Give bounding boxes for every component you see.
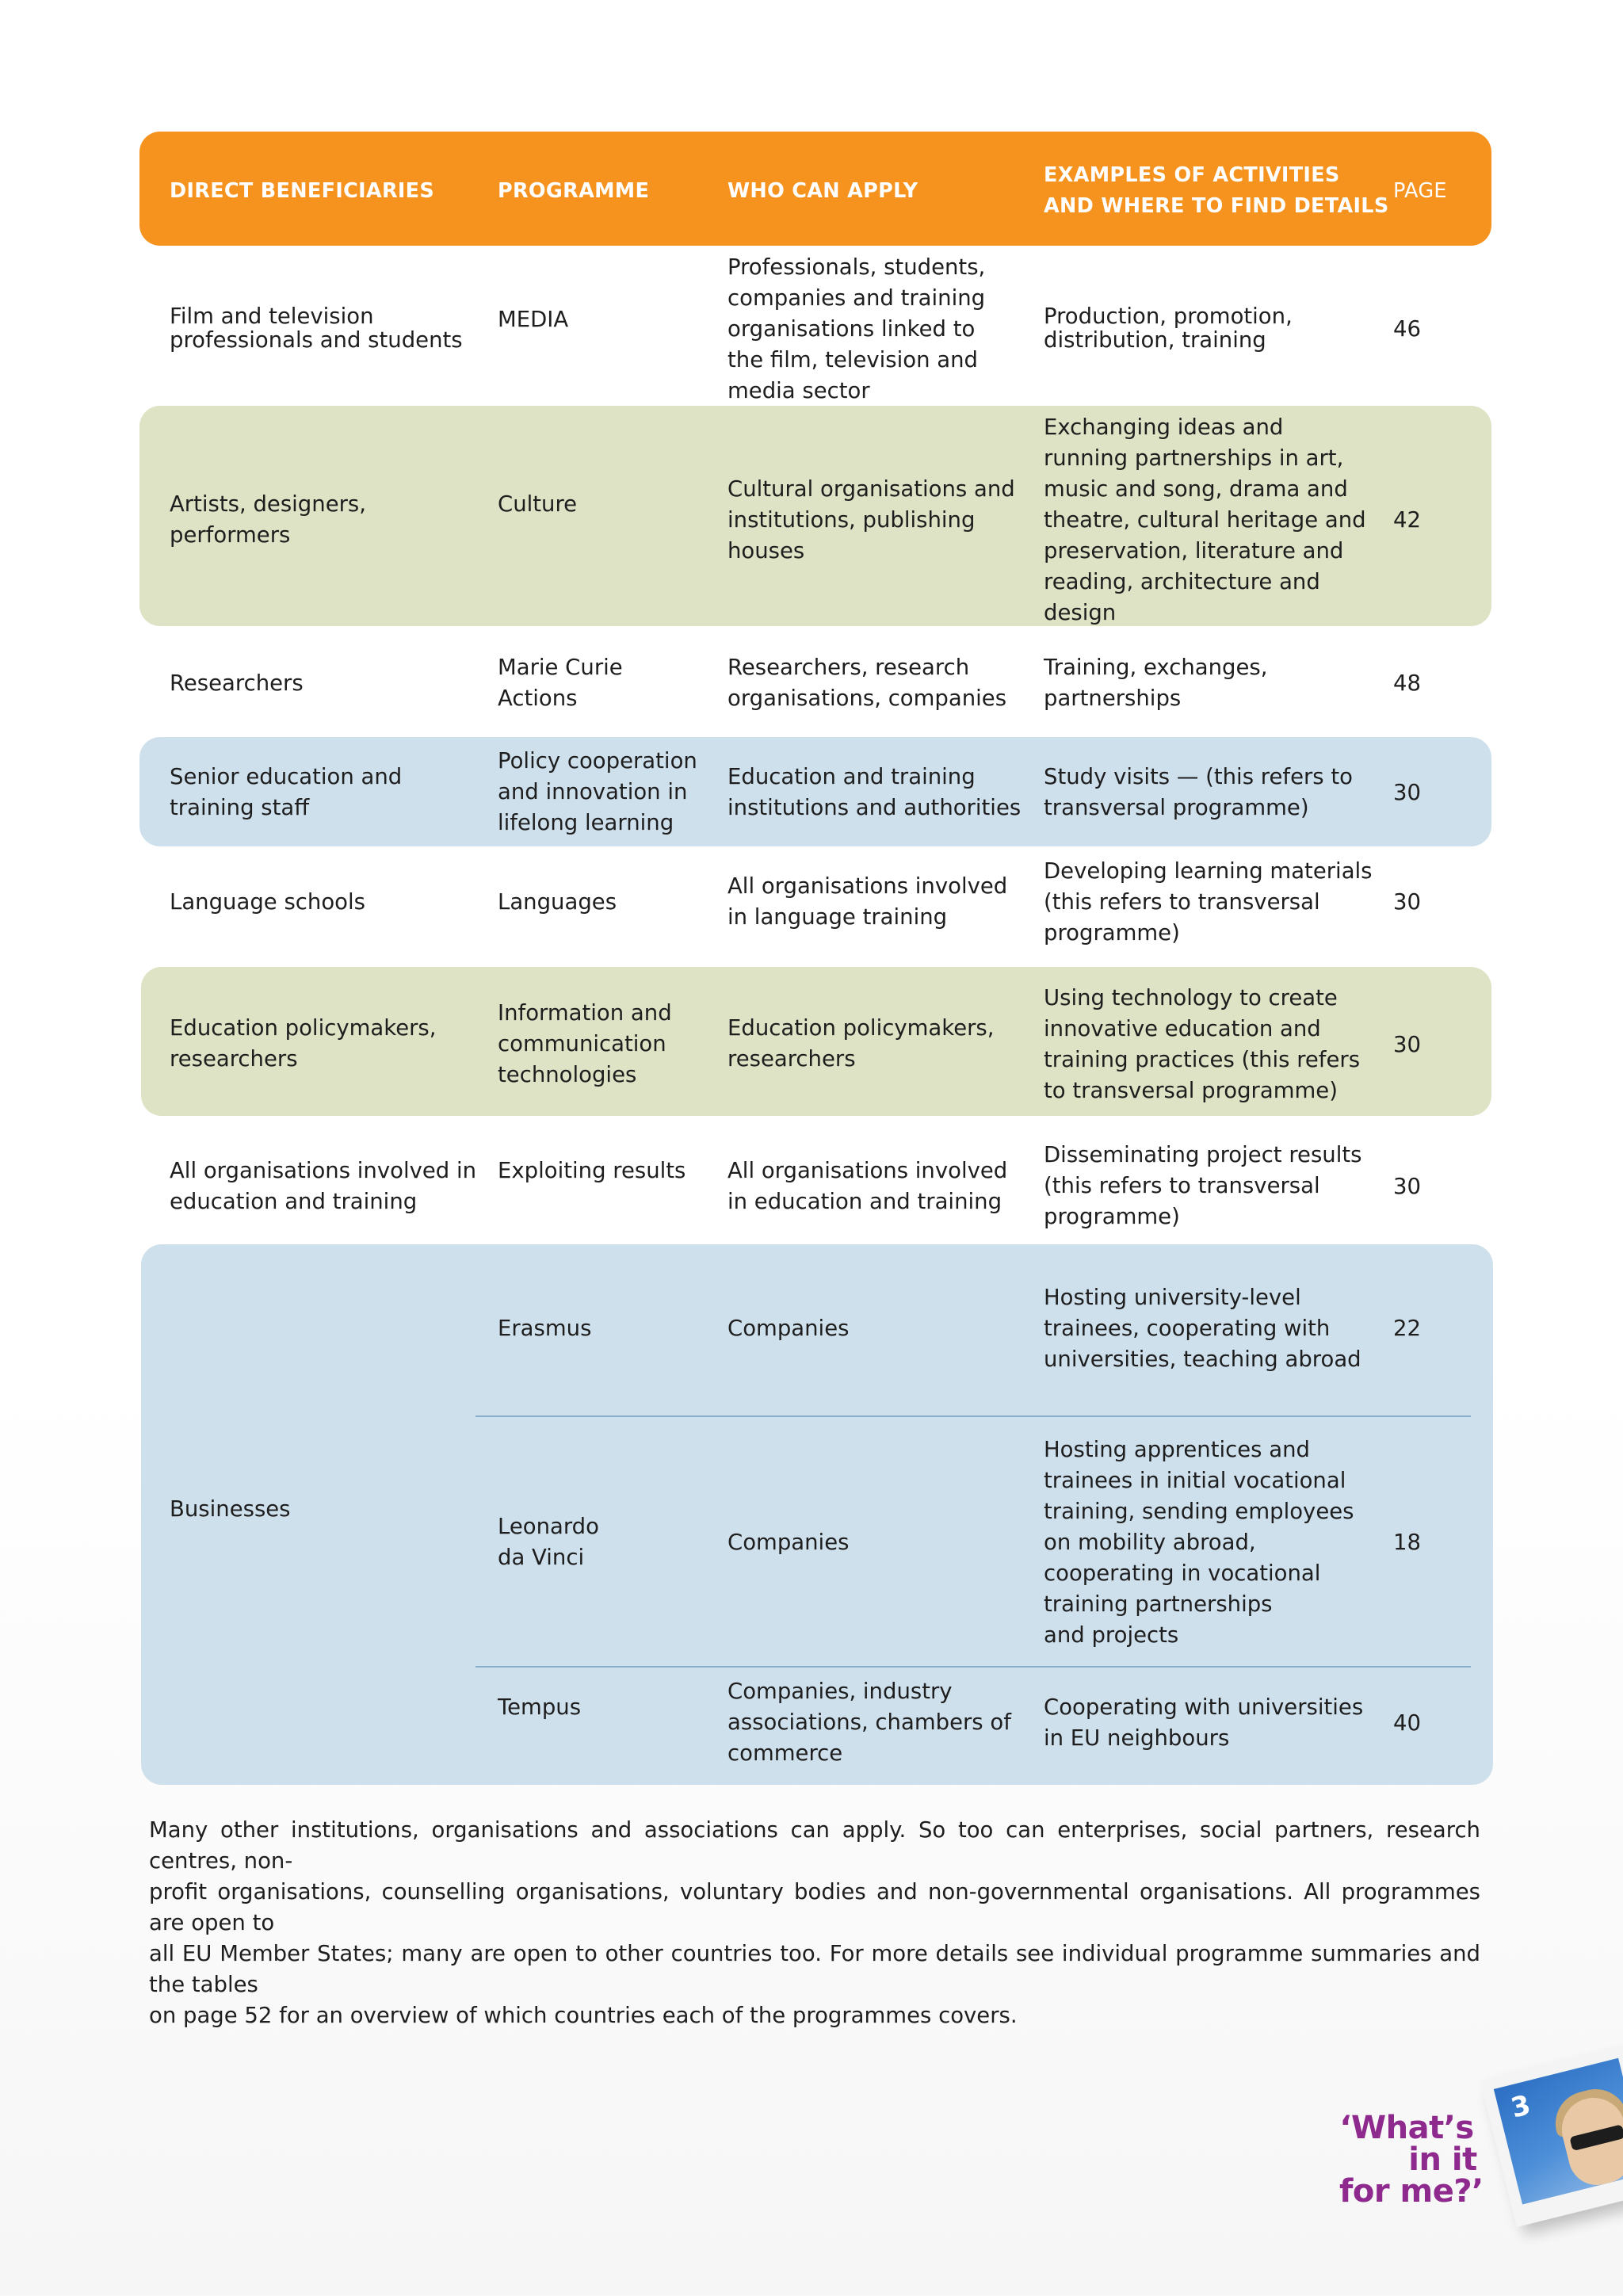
table-cell: Companies, industry associations, chambers of commerce bbox=[727, 1679, 1011, 1766]
table-cell: Using technology to create innovative education and training practices (this refers to transversal programme) bbox=[1044, 985, 1361, 1103]
table-cell-page: 22 bbox=[1393, 1316, 1421, 1341]
table-cell-page: 30 bbox=[1393, 1174, 1421, 1199]
table-cell: Disseminating project results (this refers to transversal programme) bbox=[1044, 1142, 1362, 1229]
footnote-line: Many other institutions, organisations and associations can apply. So too can enterprises, social partners, research centres, non- bbox=[149, 1817, 1480, 1874]
table-cell: Information and communication technologies bbox=[498, 1000, 672, 1087]
table-cell: Businesses bbox=[170, 1496, 291, 1522]
table-cell: Hosting university-level trainees, cooperating with universities, teaching abroad bbox=[1044, 1285, 1361, 1372]
logo-line: for me?’ bbox=[1339, 2173, 1484, 2210]
table-cell-page: 30 bbox=[1393, 1032, 1421, 1057]
table-cell: Artists, designers, performers bbox=[170, 491, 366, 548]
table-cell: Researchers, research organisations, companies bbox=[727, 655, 1007, 711]
business-divider-2 bbox=[475, 1666, 1471, 1668]
table-cell: Cooperating with universities in EU neighbours bbox=[1044, 1694, 1364, 1751]
table-cell: Training, exchanges, partnerships bbox=[1044, 655, 1268, 711]
business-divider-1 bbox=[475, 1415, 1471, 1417]
header-direct-beneficiaries: DIRECT BENEFICIARIES bbox=[170, 179, 435, 203]
table-cell: Companies bbox=[727, 1530, 850, 1555]
table-cell-page: 48 bbox=[1393, 670, 1421, 696]
table-cell: All organisations involved in language training bbox=[727, 873, 1008, 930]
table-cell: Cultural organisations and institutions, publishing houses bbox=[727, 476, 1015, 563]
table-cell-page: 40 bbox=[1393, 1710, 1421, 1736]
footnote-line: profit organisations, counselling organisations, voluntary bodies and non-governmental organisations. All programmes are open to bbox=[149, 1879, 1480, 1935]
table-cell: Leonardo da Vinci bbox=[498, 1514, 599, 1570]
table-cell-page: 18 bbox=[1393, 1530, 1421, 1555]
header-page: PAGE bbox=[1393, 179, 1447, 203]
table-cell: Exploiting results bbox=[498, 1158, 686, 1183]
table-cell-page: 46 bbox=[1393, 316, 1421, 342]
table-cell: Researchers bbox=[170, 670, 304, 696]
logo-line: in it bbox=[1408, 2141, 1477, 2178]
table-cell: Erasmus bbox=[498, 1316, 592, 1341]
table-cell: All organisations involved in education and training bbox=[170, 1158, 477, 1214]
footnote-line: on page 52 for an overview of which countries each of the programmes covers. bbox=[149, 2003, 1018, 2028]
page-number: 3 bbox=[1507, 2089, 1534, 2125]
table-cell: Tempus bbox=[498, 1694, 582, 1720]
table-cell-page: 30 bbox=[1393, 780, 1421, 805]
table-cell: Hosting apprentices and trainees in initial vocational training, sending employees on mobility abroad, cooperating in vocational training partnerships and projects bbox=[1044, 1437, 1354, 1648]
table-cell: Education policymakers, researchers bbox=[727, 1015, 995, 1072]
table-cell-page: 42 bbox=[1393, 507, 1421, 533]
footnote-line: all EU Member States; many are open to other countries too. For more details see individual programme summaries and the tables bbox=[149, 1941, 1480, 1997]
table-cell: Production, promotion, distribution, training bbox=[1044, 304, 1293, 353]
footnote-paragraph bbox=[149, 1815, 1480, 2031]
table-cell: Film and television professionals and students bbox=[170, 304, 463, 353]
header-who-can-apply: WHO CAN APPLY bbox=[727, 179, 918, 203]
table-cell-page: 30 bbox=[1393, 889, 1421, 915]
logo-line: ‘What’s bbox=[1339, 2110, 1474, 2146]
table-cell: Education policymakers, researchers bbox=[170, 1015, 437, 1072]
table-cell: Companies bbox=[727, 1316, 850, 1341]
header-programme: PROGRAMME bbox=[498, 179, 650, 203]
table-cell: Developing learning materials (this refers to transversal programme) bbox=[1044, 858, 1373, 946]
table-cell: Education and training institutions and authorities bbox=[727, 764, 1022, 820]
table-cell: Senior education and training staff bbox=[170, 764, 403, 820]
table-cell: Marie Curie Actions bbox=[498, 655, 623, 711]
table-cell: Culture bbox=[498, 491, 578, 517]
table-cell: Languages bbox=[498, 889, 617, 915]
table-cell: Policy cooperation and innovation in lifelong learning bbox=[498, 748, 697, 835]
header-examples: EXAMPLES OF ACTIVITIES AND WHERE TO FIND DETAILS bbox=[1044, 163, 1389, 218]
table-cell: Exchanging ideas and running partnerships in art, music and song, drama and theatre, cultural heritage and preservation, literature and reading, architecture and design bbox=[1044, 415, 1366, 625]
table-cell: Study visits — (this refers to transversal programme) bbox=[1044, 764, 1353, 820]
table-cell: Language schools bbox=[170, 889, 365, 915]
table-cell: Professionals, students, companies and training organisations linked to the film, television and media sector bbox=[727, 254, 986, 403]
whats-in-it-for-me-logo bbox=[1339, 2110, 1515, 2210]
table-cell: MEDIA bbox=[498, 307, 569, 332]
table-cell: All organisations involved in education and training bbox=[727, 1158, 1008, 1214]
